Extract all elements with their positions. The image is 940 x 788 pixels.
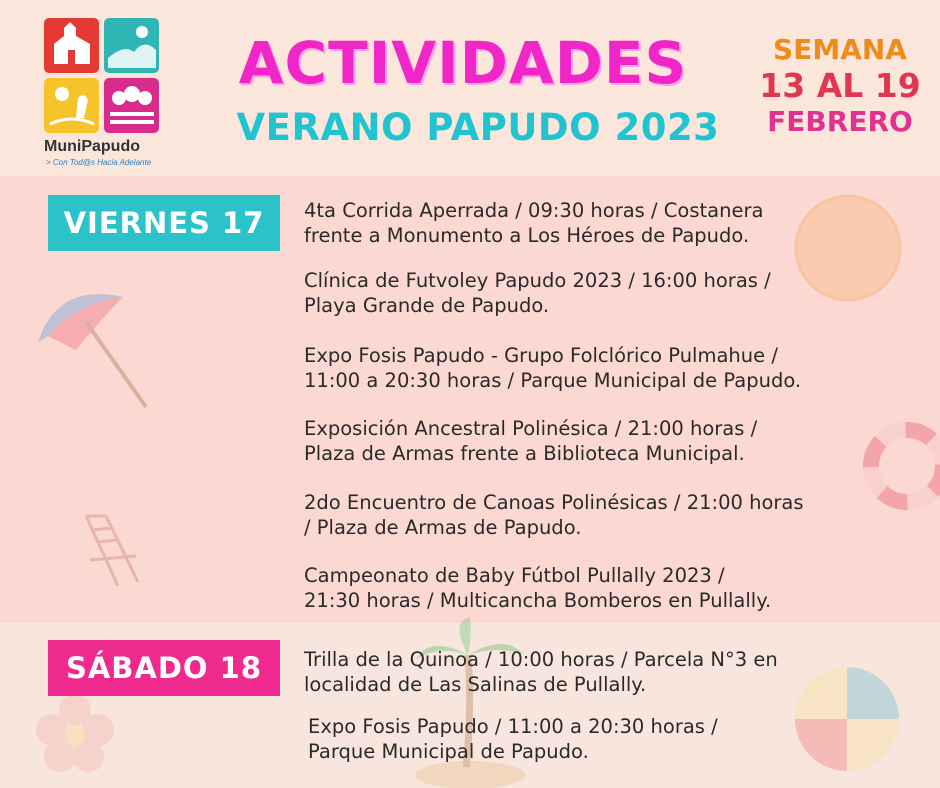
event-line: Campeonato de Baby Fútbol Pullally 2023 /: [304, 564, 725, 587]
beach-chair-icon: [78, 510, 148, 590]
event-item: [304, 268, 934, 318]
event-line: / Plaza de Armas de Papudo.: [304, 516, 582, 539]
week-month: FEBRERO: [767, 105, 913, 138]
logo-tagline: > Con Tod@s Hacia Adelante: [46, 158, 152, 167]
week-label: SEMANA: [773, 33, 907, 66]
event-item: [308, 714, 938, 764]
day-badge-friday: VIERNES 17: [48, 195, 280, 251]
event-item: [304, 416, 934, 466]
event-line: 21:30 horas / Multicancha Bomberos en Pullally.: [304, 589, 772, 612]
event-line: 4ta Corrida Aperrada / 09:30 horas / Costanera: [304, 199, 764, 222]
page-subtitle: VERANO PAPUDO 2023: [236, 106, 720, 149]
event-item: [304, 198, 934, 248]
event-item: [304, 563, 934, 613]
event-item: [304, 490, 934, 540]
logo-name: MuniPapudo: [44, 138, 140, 155]
event-line: Clínica de Futvoley Papudo 2023 / 16:00 horas /: [304, 269, 771, 292]
munipapudo-logo: [44, 18, 168, 168]
event-line: 11:00 a 20:30 horas / Parque Municipal de Papudo.: [304, 369, 802, 392]
logo-tile-landscape: [104, 18, 159, 73]
beach-umbrella-icon: [28, 272, 158, 412]
event-item: [304, 647, 934, 697]
event-line: 2do Encuentro de Canoas Polinésicas / 21:00 horas: [304, 491, 804, 514]
event-line: Parque Municipal de Papudo.: [308, 740, 589, 763]
event-line: Playa Grande de Papudo.: [304, 294, 550, 317]
event-line: Expo Fosis Papudo - Grupo Folclórico Pulmahue /: [304, 344, 778, 367]
event-item: [304, 343, 934, 393]
event-line: frente a Monumento a Los Héroes de Papudo.: [304, 224, 750, 247]
flower-icon: [30, 690, 120, 780]
week-dates: 13 AL 19: [759, 66, 921, 105]
page-title: ACTIVIDADES: [238, 29, 688, 97]
event-line: Plaza de Armas frente a Biblioteca Municipal.: [304, 442, 745, 465]
event-line: Expo Fosis Papudo / 11:00 a 20:30 horas /: [308, 715, 718, 738]
event-line: Exposición Ancestral Polinésica / 21:00 horas /: [304, 417, 758, 440]
event-line: localidad de Las Salinas de Pullally.: [304, 673, 647, 696]
week-range: [752, 32, 928, 140]
logo-tile-pelican: [44, 78, 99, 133]
logo-tile-church: [44, 18, 99, 73]
event-line: Trilla de la Quinoa / 10:00 horas / Parcela N°3 en: [304, 648, 778, 671]
logo-tile-trees: [104, 78, 159, 133]
day-badge-saturday: SÁBADO 18: [48, 640, 280, 696]
